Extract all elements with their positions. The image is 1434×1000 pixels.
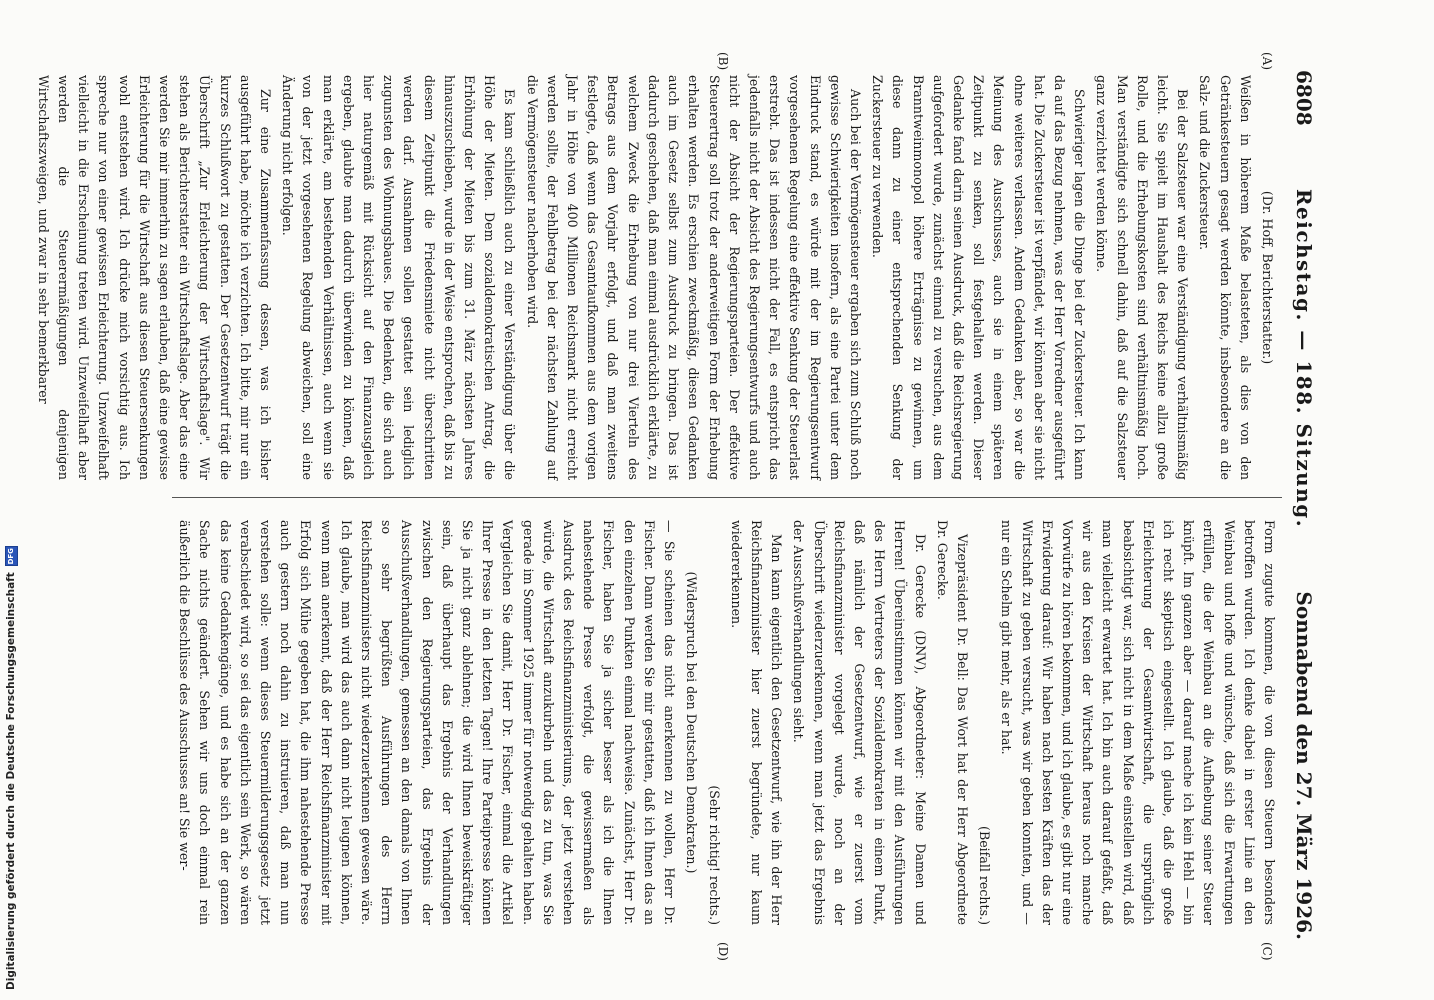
paragraph: Zur eine Zusammenfassung dessen, was ich bisher ausgeführt habe, möchte ich verzichten. Ich bitte, mir nur ein kurzes Schlußwort zu gestatten. Der Gesetzentwurf trägt die Überschrift „Zur Erleichterung der Wirtschaftslage". Wir stehen als Berichterstatter ein Wirtschaftslage. Aber das eine werden Sie mir immerhin zu sagen erlauben, daß eine gewisse Erleichterung für die Wirtschaft aus diesen Steuersenkungen wohl entstehen wird. Ich drücke mich vorsichtig aus. Ich spreche nur von einer gewissen Erleichterung. Unzweifelhaft vielleicht in die Erscheinung treten wird. Unzweifelhaft aber werden die Steuerermäßigungen denjenigen Wirtschaftszweigen, und zwar in sehr bemerkbarer (35, 75, 274, 480)
text-column-left (35, 75, 1279, 480)
margin-marker-a: (A) (1260, 52, 1274, 71)
header-date: Sonnabend den 27. März 1926. (1292, 591, 1316, 940)
speaker-line: (Dr. Hoff, Berichterstatter.) (1260, 190, 1275, 365)
vice-president-line: Vizepräsident Dr. Bell: Das Wort hat der Herr Abgeordnete Dr. Gerecke. (934, 520, 970, 925)
paragraph: — Sie scheinen das nicht anerkennen zu wollen, Herr Dr. Fischer. Dann werden Sie mir gestatten, daß ich Ihnen das an den einzelnen Punkten einmal nachweise. Zunächst, Herr Dr. Fischer, haben Sie ja sicher besser als ich die Ihnen nahestehende Presse verfolgt, die gewissermaßen als Ausdruck des Reichsfinanzministeriums, der jetzt verstehen würde, die Wirtschaft anzukurbeln und das zu tun, was Sie gerade im Sommer 1925 immer für notwendig gehalten haben. Vergleichen Sie damit, Herr Dr. Fischer, einmal die Artikel Ihrer Presse in den letzten Tagen! Ihre Parteipresse können Sie ja nicht ganz ablehnen; die wird Ihnen beweiskräftiger sein, daß überhaupt das Ergebnis der Verhandlungen zwischen den Regierungsparteien, das Ergebnis der Ausschußverhandlungen, gemessen an den damals von Ihnen so sehr begrüßten Ausführungen des Herrn Reichsfinanzministers nicht wiederzuerkennen gewesen wäre. Ich glaube, man wird das auch dann nicht leugnen können, wenn man anerkennt, daß der Herr Reichsfinanzminister mit Erfolg sich Mühe gegeben hat, die ihm nahestehende Presse auch gestern noch dahin zu instruieren, daß man nun verstehen solle: wenn dieses Steuermilderungsgesetz jetzt verabschiedet wird, so sei das eigentlich sein Werk, so wären das keine Gedankengänge, und es habe sich an der ganzen Sache nichts geändert. Sehen wir uns doch einmal rein äußerlich die Beschlüsse des Ausschusses an! Sie wer- (177, 520, 678, 925)
interjection: (Widerspruch bei den Deutschen Demokraten.) (684, 571, 700, 874)
margin-marker-b: (B) (716, 52, 730, 71)
interjection: (Beifall rechts.) (977, 826, 993, 925)
paragraph: Dr. Gerecke (DNV), Abgeordneter: Meine Damen und Herren! Übereinstimmen können wir mit den Ausführungen des Herrn Vertreters der Sozialdemokraten in einem Punkt, daß nämlich der Gesetzentwurf, wie er zuerst vom Reichsfinanzminister vorgelegt wurde, noch an der Überschrift wiederzuerkennen, wenn man jetzt das Ergebnis der Ausschußverhandlungen sieht. (791, 520, 928, 925)
credit-text: Digitalisierung gefördert durch die Deutsche Forschungsgemeinschaft (5, 572, 17, 990)
text-column-right (169, 520, 1279, 925)
page-header (1284, 70, 1316, 940)
paragraph: Form zugute kommen, die von diesen Steuern besonders betroffen wurden. Ich denke dabei in erster Linie an den Weinbau und hoffe und wünsche, daß sich die Erwartungen erfüllen, die der Weinbau an die Aufhebung seiner Steuer knüpft. Im ganzen aber — darauf mache ich kein Hehl — bin ich recht skeptisch eingestellt. Ich glaube, daß die große Erleichterung der Gesamtwirtschaft, die ursprünglich beabsichtigt war, sich nicht in dem Maße einstellen wird, daß man vielleicht erwartet hat. Ich bin auch darauf gefaßt, daß wir aus den Kreisen der Wirtschaft heraus noch manche Vorwürfe zu hören bekommen, und ich glaube, es gibt nur eine Erwiderung darauf: Wir haben nach besten Kräften das der Wirtschaft zu geben versucht, was wir geben konnten, und — nur ein Schelm gibt mehr, als er hat. (999, 520, 1277, 925)
digitization-credit (4, 0, 18, 990)
interjection: (Sehr richtig! rechts.) (706, 785, 722, 925)
paragraph: Man kann eigentlich den Gesetzentwurf, wie ihn der Herr Reichsfinanzminister hier zuerst begründete, nur kaum wiedererkennen. (728, 520, 785, 925)
page-number: 6808 (1292, 70, 1316, 126)
paragraph: Es kam schließlich auch zu einer Verständigung über die Höhe der Mieten. Dem sozialdemokratischen Antrag, die Erhöhung der Mieten bis zum 31. März nächsten Jahres hinauszuschieben, wurde in der Weise entsprochen, daß bis zu diesem Zeitpunkt die Friedensmiete nicht überschritten werden darf. Ausnahmen sollen gestattet sein lediglich zugunsten des Wohnungsbaues. Die Bedenken, die sich auch hier naturgemäß mit Rücksicht auf den Finanzausgleich ergeben, glaubte man dadurch überwinden zu können, daß man erklärte, am bestehenden Verhältnissen, auch wenn sie von der jetzt vorgesehenen Regelung abweichen, soll eine Änderung nicht erfolgen. (280, 75, 518, 480)
margin-marker-c: (C) (1260, 942, 1274, 961)
paragraph: Schwieriger lagen die Dinge bei der Zuckersteuer. Ich kann da auf das Bezug nehmen, was der Herr Vorredner ausgeführt hat. Die Zuckersteuer ist verpfändet, wir können aber sie nicht ohne weiteres verlassen. Andem Gedanken aber, so war die Meinung des Ausschusses, auch sie in einem späteren Zeitpunkt zu senken, soll festgehalten werden. Dieser Gedanke fand darin seinen Ausdruck, daß die Reichsregierung aufgefordert wurde, zunächst einmal zu versuchen, aus dem Branntweinmonopol höhere Erträgnisse zu gewinnen, um diese dann zu einer entsprechenden Senkung der Zuckersteuer zu verwenden. (870, 75, 1088, 480)
dfg-logo-icon: DFG (5, 546, 18, 566)
header-title: Reichstag. — 188. Sitzung. (1292, 188, 1316, 529)
paragraph: Bei der Salzsteuer war eine Verständigung verhältnismäßig leicht. Sie spielt im Haushalt des Reichs keine allzu große Rolle, und die Erhebungskosten sind verhältnismäßig hoch. Man verständigte sich schnell dahin, daß auf die Salzsteuer ganz verzichtet werden könne. (1094, 75, 1191, 480)
paragraph: Auch bei der Vermögensteuer ergaben sich zum Schluß noch gewisse Schwierigkeiten insofern, als eine Partei unter dem Eindruck stand, es würde mit der im Regierungsentwurf vorgesehenen Regelung eine effektive Senkung der Steuerlast erstrebt. Das ist indessen nicht der Fall, es entspricht das jedenfalls nicht der Absicht des Regierungsentwurfs und auch nicht der Absicht der Regierungsparteien. Der effektive Steuerertrag soll trotz der anderweitigen Form der Erhebung erhalten werden. Es erschien zweckmäßig, diesen Gedanken auch im Gesetz selbst zum Ausdruck zu bringen. Das ist dadurch geschehen, daß man einmal ausdrücklich erklärte, zu welchem Zweck die Erhebung von nur drei Vierteln des Betrags aus dem Vorjahr erfolgt, und daß man zweitens festlegte, daß wenn das Gesamtaufkommen aus dem vorigen Jahr in Höhe von 400 Millionen Reichsmark nicht erreicht werden sollte, der Fehlbetrag bei der nächsten Zahlung auf die Vermögensteuer nacherhoben wird. (524, 75, 863, 480)
column-divider (172, 497, 1282, 498)
margin-marker-d: (D) (716, 942, 730, 961)
paragraph: Weißen in höherem Maße belasteten, als dies von den Getränkesteuern gesagt werden könnte, insbesondere an die Salz- und die Zuckersteuer. (1197, 75, 1253, 480)
